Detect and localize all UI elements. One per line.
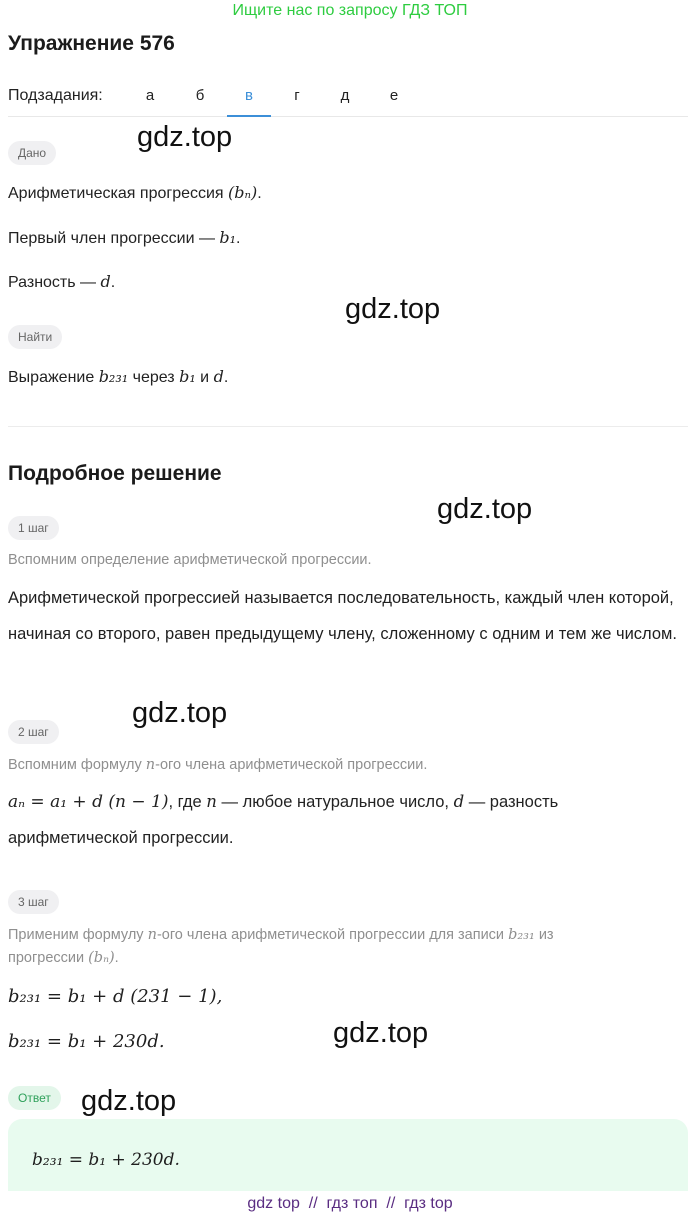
step-2-hint xyxy=(8,757,427,773)
promo-banner: Ищите нас по запросу ГДЗ ТОП xyxy=(232,2,468,19)
given-line-2-text: Первый член прогрессии — xyxy=(8,230,220,247)
find-math-3: d xyxy=(213,367,224,386)
watermark: gdz.top xyxy=(81,1085,177,1117)
step-1-text: Арифметической прогрессией называется последовательность, каждый член которой, начиная со второго, равен предыдущему члену, сложенному с одним и тем же числом. xyxy=(8,589,677,643)
step-2-line-1 xyxy=(8,792,558,812)
step-3-hint-b: -ого члена арифметической прогрессии для записи xyxy=(156,927,509,943)
step-3-equation-1: b₂₃₁ = b₁ + d (231 − 1), xyxy=(8,986,223,1007)
given-line-3-math: d xyxy=(100,272,111,291)
given-line-2-math: b₁ xyxy=(219,228,237,247)
given-line-3-end: . xyxy=(110,274,116,291)
step-2-formula: aₙ = a₁ + d (n − 1) xyxy=(8,792,169,812)
step-3-hint-math-b231: b₂₃₁ xyxy=(508,927,535,943)
step-3-hint-line-2-math: (bₙ) xyxy=(88,950,115,966)
subtask-tab-e[interactable]: е xyxy=(389,87,399,104)
step-3-hint-line-2-end: . xyxy=(114,950,119,966)
answer-badge: Ответ xyxy=(8,1086,61,1110)
given-badge: Дано xyxy=(8,141,56,165)
subtasks-label: Подзадания: xyxy=(8,87,103,104)
section-divider xyxy=(8,426,688,427)
step-2-text-c: — разность xyxy=(464,793,559,811)
footer-links[interactable]: gdz top // гдз топ // гдз top xyxy=(247,1195,453,1212)
step-2-text-a: , где xyxy=(168,793,207,811)
find-text-2: через xyxy=(128,369,180,386)
watermark: gdz.top xyxy=(345,293,441,325)
step-2-hint-math: n xyxy=(145,757,156,773)
step-3-hint-a: Применим формулу xyxy=(8,927,148,943)
given-line-1-text: Арифметическая прогрессия xyxy=(8,185,229,202)
solution-heading: Подробное решение xyxy=(8,462,222,485)
step-1-hint: Вспомним определение арифметической прогрессии. xyxy=(8,552,372,568)
subtask-tab-g[interactable]: г xyxy=(294,87,300,104)
find-end: . xyxy=(223,369,229,386)
find-badge: Найти xyxy=(8,325,62,349)
subtask-tab-v[interactable]: в xyxy=(229,87,269,104)
step-3-hint-line-2 xyxy=(8,950,119,966)
step-3-equation-2: b₂₃₁ = b₁ + 230d. xyxy=(8,1031,165,1052)
step-3-badge: 3 шаг xyxy=(8,890,59,914)
find-text-3: и xyxy=(195,369,214,386)
find-text-1: Выражение xyxy=(8,369,99,386)
given-line-3 xyxy=(8,272,115,292)
step-2-badge: 2 шаг xyxy=(8,720,59,744)
step-1-badge: 1 шаг xyxy=(8,516,59,540)
find-math-2: b₁ xyxy=(179,367,196,386)
step-2-text-math-d: d xyxy=(453,792,465,811)
step-3-hint-math-n: n xyxy=(147,927,157,943)
step-2-line-2: арифметической прогрессии. xyxy=(8,829,234,847)
step-2-hint-a: Вспомним формулу xyxy=(8,757,146,773)
subtask-tab-d[interactable]: д xyxy=(340,87,350,104)
given-line-2 xyxy=(8,228,241,248)
subtask-tab-b[interactable]: б xyxy=(195,87,205,104)
given-line-1 xyxy=(8,183,262,203)
watermark: gdz.top xyxy=(132,697,228,729)
step-2-hint-b: -ого члена арифметической прогрессии. xyxy=(155,757,428,773)
find-math-1: b₂₃₁ xyxy=(98,367,129,386)
given-line-3-text: Разность — xyxy=(8,274,101,291)
watermark: gdz.top xyxy=(437,493,533,525)
watermark: gdz.top xyxy=(137,121,233,153)
given-line-1-math: (bₙ) xyxy=(228,183,258,202)
step-3-hint-c: из xyxy=(534,927,554,943)
find-line xyxy=(8,367,228,387)
page-title: Упражнение 576 xyxy=(8,32,175,55)
step-3-hint-line-2-a: прогрессии xyxy=(8,950,89,966)
step-3-hint-line-1 xyxy=(8,927,554,943)
step-2-text-math-n: n xyxy=(206,792,217,811)
subtasks-bar xyxy=(8,86,688,117)
answer-value: b₂₃₁ = b₁ + 230d. xyxy=(32,1150,180,1170)
step-2-text-b: — любое натуральное число, xyxy=(216,793,454,811)
given-line-1-end: . xyxy=(257,185,262,202)
watermark: gdz.top xyxy=(333,1017,429,1049)
given-line-2-end: . xyxy=(236,230,241,247)
subtask-tab-a[interactable]: а xyxy=(145,87,155,104)
